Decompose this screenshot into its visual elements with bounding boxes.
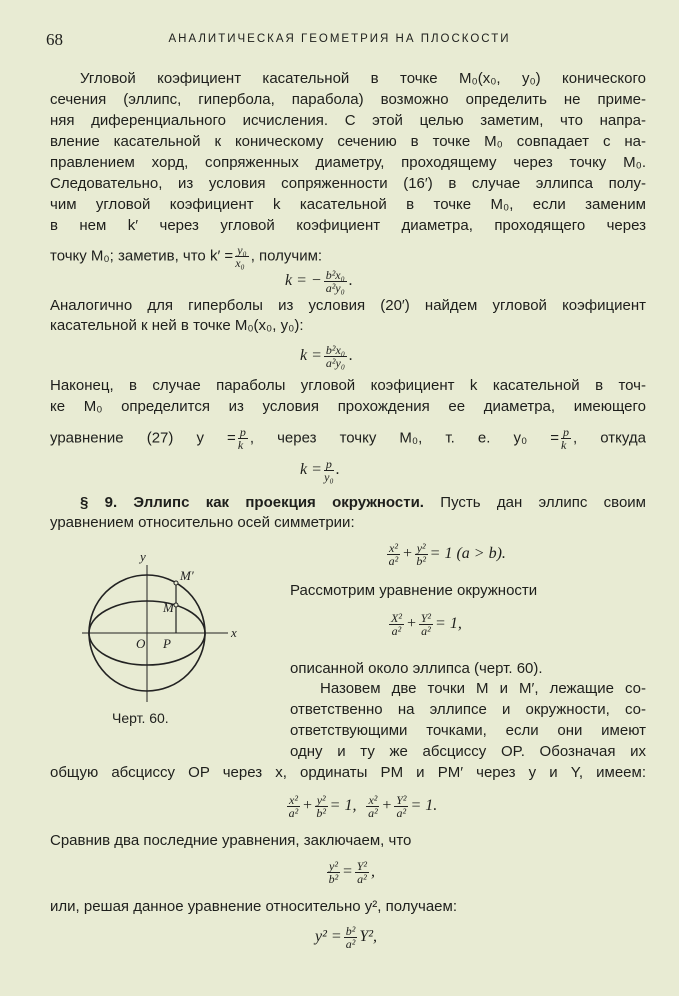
denominator: k bbox=[237, 438, 244, 452]
numerator: x² bbox=[289, 793, 298, 807]
denominator: x₀ bbox=[235, 256, 245, 270]
label-y: y bbox=[140, 549, 146, 564]
operator: = 1, bbox=[329, 797, 357, 815]
denominator: k bbox=[561, 438, 567, 452]
denominator: y₀ bbox=[324, 470, 334, 484]
end: = 1, bbox=[435, 615, 462, 633]
end: . bbox=[335, 461, 340, 479]
text-line: Наконец, в случае параболы угловой коэфициент k касательной в точ- bbox=[50, 377, 646, 394]
end: . bbox=[348, 272, 353, 290]
operator: + bbox=[301, 797, 313, 815]
denominator: a² bbox=[421, 624, 431, 638]
numerator: b²x₀ bbox=[325, 268, 345, 282]
text-line: правлением хорд, сопряженных диаметру, проходящему через точку M₀. bbox=[50, 154, 646, 171]
denominator: a² bbox=[388, 554, 399, 568]
numerator: b²x₀ bbox=[325, 343, 346, 357]
label-x: x bbox=[231, 625, 237, 640]
denominator: a² bbox=[396, 806, 407, 820]
text-line: описанной около эллипса (черт. 60). bbox=[290, 660, 543, 677]
denominator: a² bbox=[345, 937, 356, 951]
numerator: y² bbox=[329, 859, 338, 873]
text-line: общую абсциссу OP через x, ординаты PM и PM′ через y и Y, имеем: bbox=[50, 764, 646, 781]
numerator: Y² bbox=[396, 793, 407, 807]
denominator: b² bbox=[328, 872, 339, 886]
text-line: уравнением относительно осей симметрии: bbox=[50, 514, 355, 531]
denominator: a²y₀ bbox=[325, 281, 345, 295]
text-line: касательной к ней в точке M₀(x₀, y₀): bbox=[50, 317, 304, 334]
text-line: или, решая данное уравнение относительно y², получаем: bbox=[50, 898, 457, 915]
end: Y², bbox=[359, 928, 378, 946]
text-line: сечения (эллипс, гипербола, парабола) возможно определить не приме- bbox=[50, 91, 646, 108]
denominator: a² bbox=[288, 806, 299, 820]
numerator: p bbox=[239, 425, 246, 439]
numerator: X² bbox=[391, 611, 402, 625]
text-line: одну и ту же абсциссу OP. Обозначая их bbox=[290, 743, 646, 760]
lhs: k = bbox=[300, 347, 322, 365]
lhs: y² = bbox=[315, 928, 342, 946]
page-number: 68 bbox=[46, 30, 63, 49]
lhs: k = bbox=[300, 461, 322, 479]
label-p: P bbox=[163, 636, 171, 651]
text: , откуда bbox=[573, 429, 646, 447]
numerator: b² bbox=[345, 924, 356, 938]
point-m-prime bbox=[174, 581, 178, 585]
numerator: y² bbox=[316, 793, 326, 807]
denominator: a² bbox=[368, 806, 378, 820]
text-line: в нем k′ через угловой коэфициент диаметра, проходящего через bbox=[50, 217, 646, 234]
text-line: Следовательно, из условия сопряженности (16′) в случае эллипса полу- bbox=[50, 175, 646, 192]
label-o: O bbox=[136, 636, 146, 651]
text: , через точку M₀, т. е. y₀ = bbox=[249, 429, 560, 447]
running-title: АНАЛИТИЧЕСКАЯ ГЕОМЕТРИЯ НА ПЛОСКОСТИ bbox=[168, 33, 511, 45]
numerator: x² bbox=[389, 541, 398, 555]
text-line: ке M₀ определится из условия прохождения ее диаметра, имеющего bbox=[50, 398, 646, 415]
text-line: няя диференциального исчисления. С этой целью заметим, что напра- bbox=[50, 112, 646, 129]
text: , получим: bbox=[250, 247, 323, 265]
denominator: a² bbox=[391, 624, 402, 638]
text: точку M₀; заметив, что k′ = bbox=[50, 247, 234, 265]
text-line: вление касательной к коническому сечению в точке M₀ совпадает с на- bbox=[50, 133, 646, 150]
operator: = bbox=[341, 863, 353, 881]
text-line: Угловой коэфициент касательной в точке M₀(x₀, y₀) конического bbox=[80, 70, 646, 87]
text: Пусть дан эллипс своим bbox=[440, 494, 646, 511]
point-m bbox=[174, 603, 178, 607]
denominator: b² bbox=[416, 554, 426, 568]
end: = 1 (a > b). bbox=[429, 545, 506, 563]
numerator: y² bbox=[416, 541, 426, 555]
text-line: ответствующими точками, если они имеют bbox=[290, 722, 646, 739]
text: уравнение (27) y = bbox=[50, 429, 236, 447]
lhs: k = − bbox=[285, 272, 322, 290]
denominator: b² bbox=[316, 806, 326, 820]
numerator: Y² bbox=[356, 859, 368, 873]
end: , bbox=[371, 863, 376, 881]
text-line: ответственно на эллипсе и окружности, со- bbox=[290, 701, 646, 718]
figure-caption: Черт. 60. bbox=[112, 710, 169, 726]
text-line: чим угловой коэфициент k касательной в точке M₀, если заменим bbox=[50, 196, 646, 213]
text-line: Сравнив два последние уравнения, заключаем, что bbox=[50, 832, 412, 849]
end: . bbox=[349, 347, 354, 365]
text-line: Аналогично для гиперболы из условия (20′) найдем угловой коэфициент bbox=[50, 297, 646, 314]
numerator: p bbox=[563, 425, 570, 439]
numerator: Y² bbox=[420, 611, 432, 625]
numerator: y₀ bbox=[237, 243, 247, 257]
label-m-prime: M′ bbox=[180, 568, 194, 583]
operator: + bbox=[401, 545, 413, 563]
operator: + bbox=[405, 615, 417, 633]
text-line: Рассмотрим уравнение окружности bbox=[290, 582, 538, 599]
numerator: x² bbox=[368, 793, 378, 807]
denominator: a² bbox=[357, 872, 367, 886]
numerator: p bbox=[325, 457, 332, 471]
label-m: M bbox=[163, 600, 174, 615]
operator: + bbox=[381, 797, 393, 815]
denominator: a²y₀ bbox=[325, 356, 346, 370]
end: = 1. bbox=[410, 797, 438, 815]
text-line: Назовем две точки M и M′, лежащие со- bbox=[320, 680, 646, 697]
section-title: § 9. Эллипс как проекция окружности. bbox=[80, 494, 424, 511]
